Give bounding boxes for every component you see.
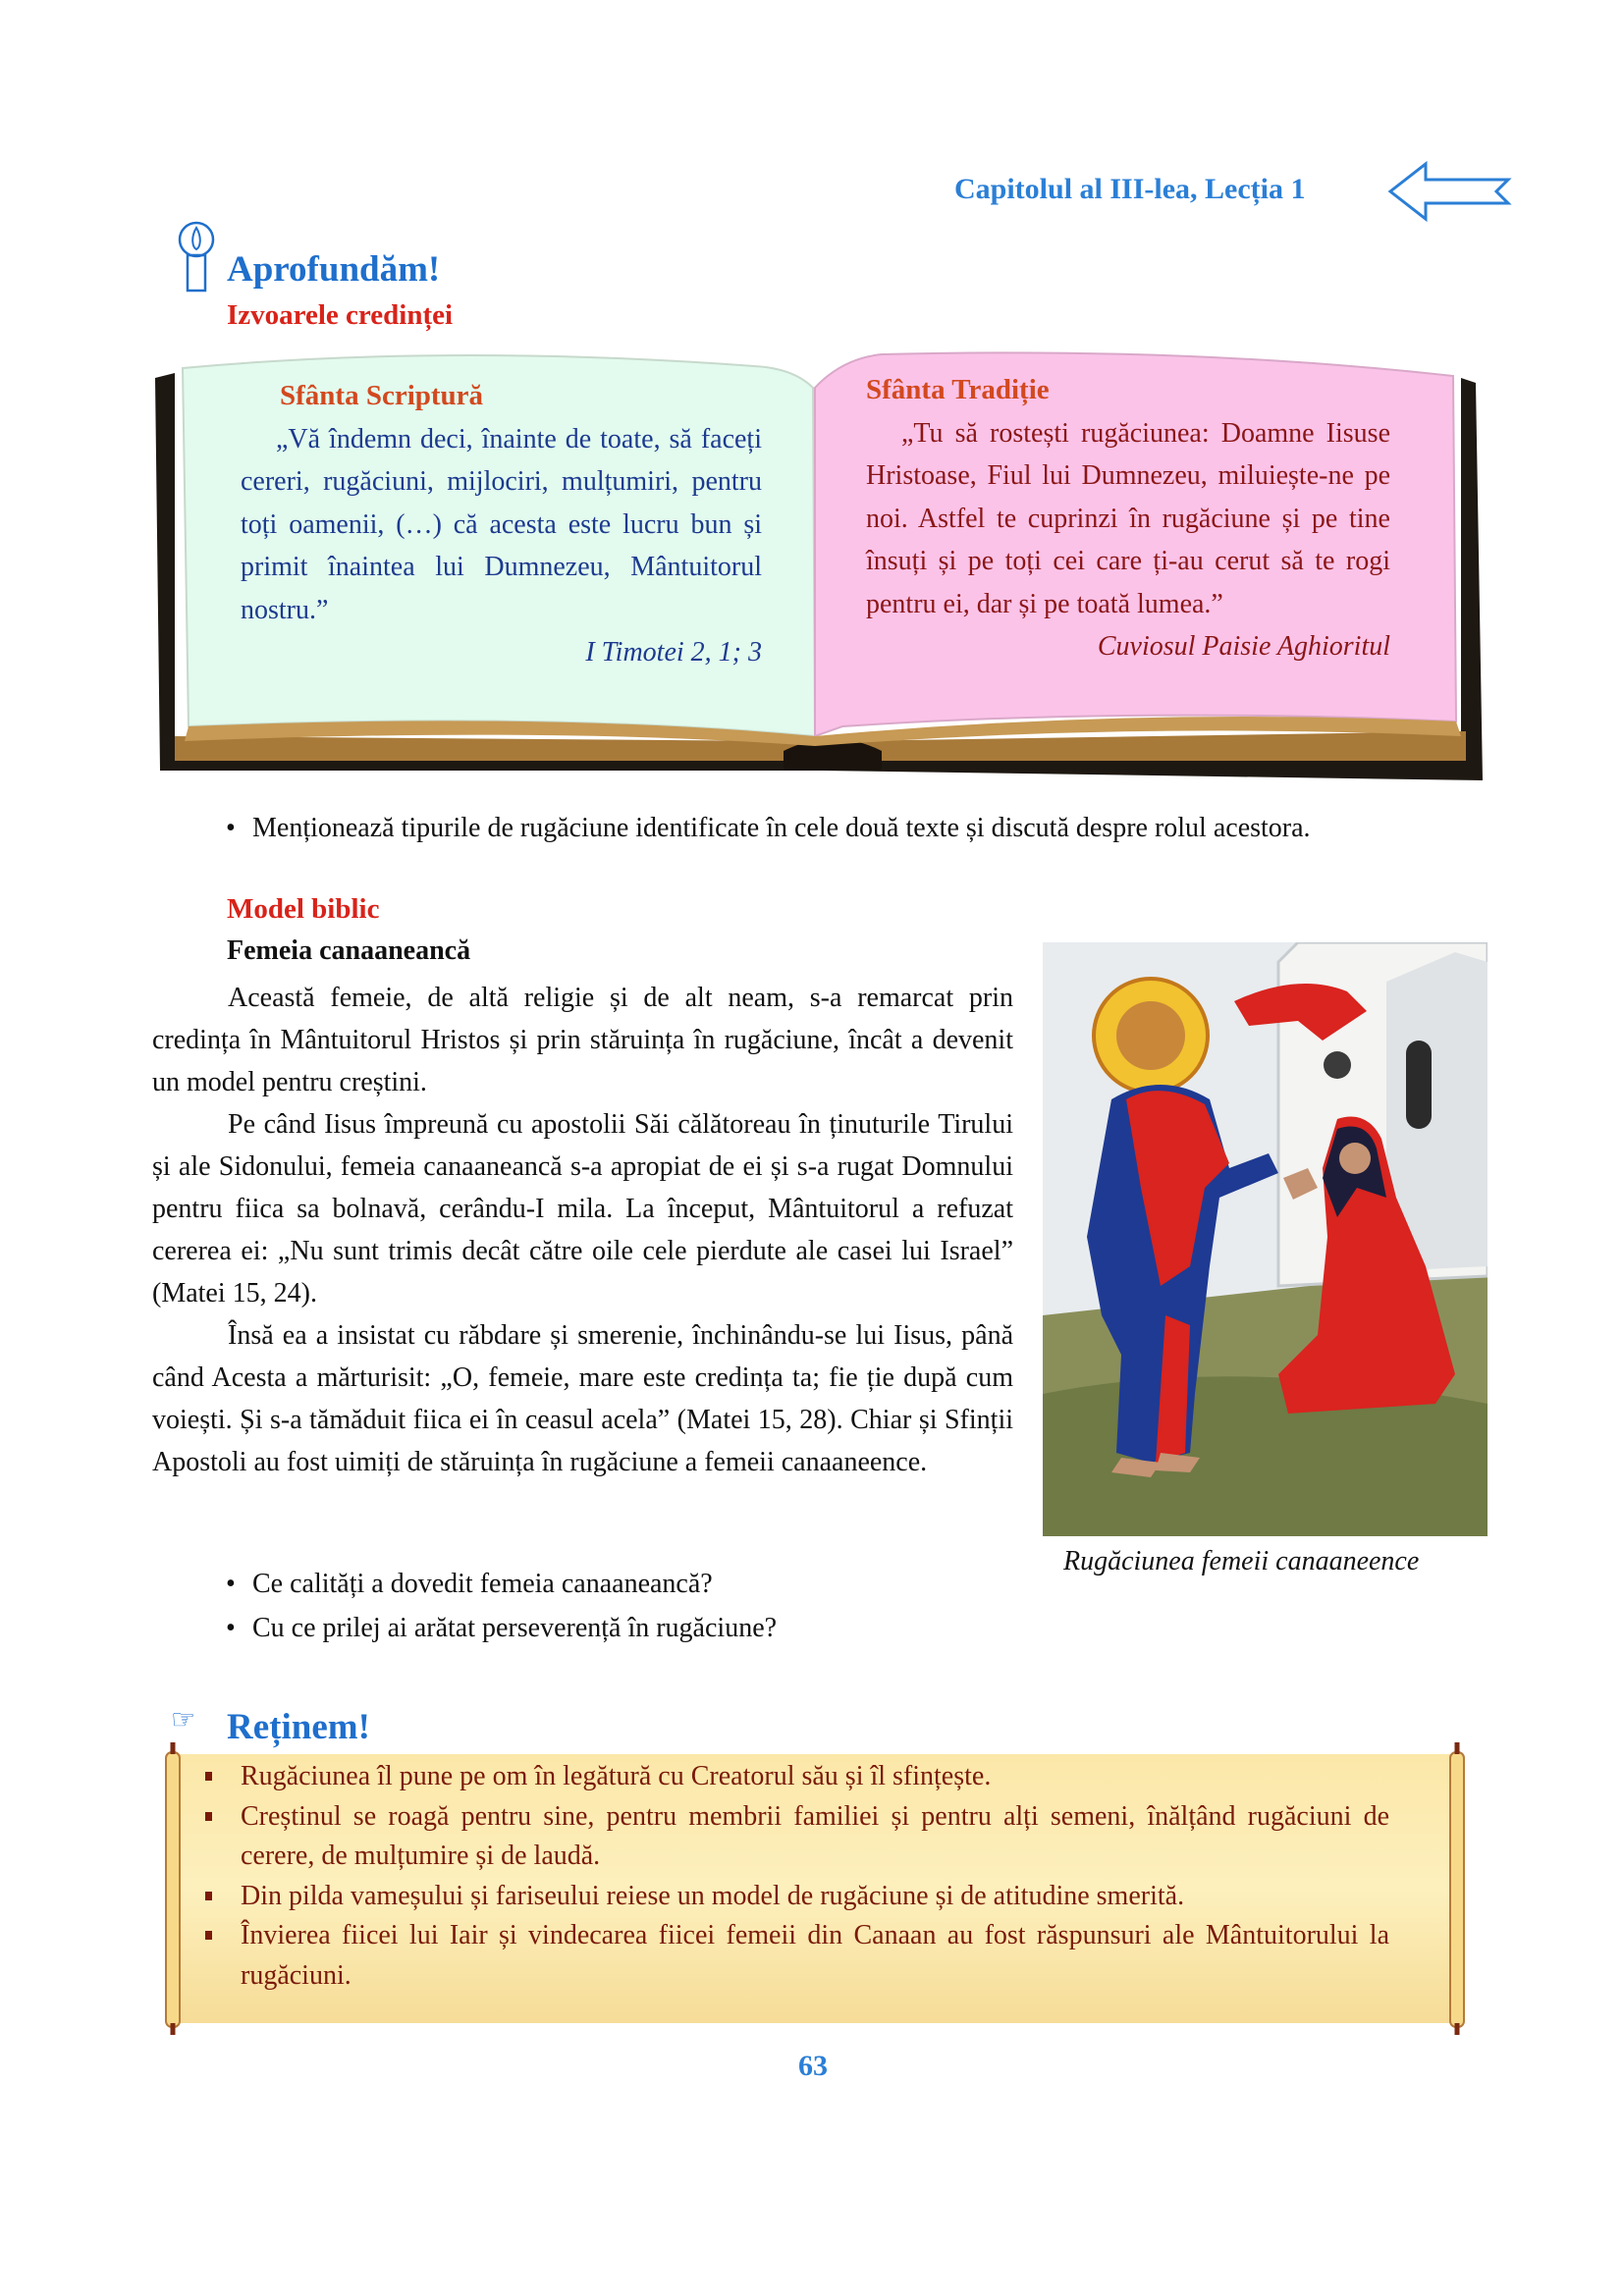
left-page-title: Sfânta Scriptură — [280, 380, 484, 411]
right-page — [866, 369, 1390, 668]
right-page-quote: „Tu să rostești rugăciunea: Doamne Iisuse Hristoase, Fiul lui Dumnezeu, miluiește-ne pe noi. Astfel te cuprinzi în rugăciune și pe tine însuți și pe toți cei care ți-au cerut să te rogi pentru ei, dar și pe toată lumea.” — [866, 417, 1390, 619]
pointing-hand-icon: ☞ — [171, 1705, 196, 1735]
candle-icon — [173, 220, 220, 294]
model-label: Model biblic — [227, 893, 380, 925]
left-arrow-icon[interactable] — [1386, 160, 1512, 223]
model-text — [152, 977, 1013, 1483]
model-title: Femeia canaaneancă — [227, 935, 471, 966]
section-title: Aprofundăm! — [227, 249, 441, 290]
remember-item: Creștinul se roagă pentru sine, pentru membrii familiei și pentru alți semeni, înălțând rugăciuni de cerere, de mulțumire și de laudă. — [199, 1797, 1389, 1877]
remember-list — [199, 1757, 1389, 1996]
section-subtitle: Izvoarele credinței — [227, 299, 454, 331]
left-page-reference: I Timotei 2, 1; 3 — [585, 637, 762, 667]
image-caption: Rugăciunea femeii canaaneence — [1063, 1546, 1420, 1576]
canaanite-woman-icon-image — [1043, 942, 1488, 1536]
task-list — [226, 807, 1492, 849]
chapter-heading: Capitolul al III-lea, Lecția 1 — [954, 173, 1306, 205]
paragraph: Însă ea a insistat cu răbdare și smerenie, închinându-se lui Iisus, până când Acesta a mărturisit: „O, femeie, mare este credința ta; fie ție după cum voiești. Și s-a tămăduit fiica ei în ceasul acela” (Matei 15, 28). Chiar și Sfinții Apostoli au fost uimiți de stăruința în rugăciune a femeii canaaneence. — [152, 1320, 1013, 1477]
right-page-title: Sfânta Tradiție — [866, 374, 1050, 405]
paragraph: Această femeie, de altă religie și de alt neam, s-a remarcat prin credința în Mântuitorul Hristos și prin stăruința în rugăciune, încât a devenit un model pentru creștini. — [152, 983, 1013, 1097]
remember-item: Rugăciunea îl pune pe om în legătură cu Creatorul său și îl sfințește. — [199, 1757, 1389, 1797]
left-page-quote: „Vă îndemn deci, înainte de toate, să faceți cereri, rugăciuni, mijlociri, mulțumiri, pentru toți oamenii, (…) că acesta este lucru bun și primit înaintea lui Dumnezeu, Mântuitorul nostru.” — [241, 423, 762, 625]
question-list — [226, 1562, 1011, 1650]
right-page-reference: Cuviosul Paisie Aghioritul — [1097, 631, 1390, 662]
paragraph: Pe când Iisus împreună cu apostolii Săi călătoreau în ținuturile Tirului și ale Sidonului, femeia canaaneancă s-a apropiat de ei și s-a rugat Domnului pentru fiica sa bolnavă, cerându-I mila. La început, Mântuitorul a refuzat cererea ei: „Nu sunt trimis decât către oile cele pierdute ale casei lui Israel” (Matei 15, 24). — [152, 1109, 1013, 1308]
question-item: • Ce calități a dovedit femeia canaaneancă? — [226, 1562, 1011, 1606]
remember-item: Învierea fiicei lui Iair și vindecarea fiicei femeii din Canaan au fost răspunsuri ale Mântuitorului la rugăciuni. — [199, 1916, 1389, 1996]
remember-title: Reținem! — [227, 1707, 370, 1747]
left-page — [241, 375, 762, 674]
page-number: 63 — [798, 2050, 828, 2082]
question-item: • Cu ce prilej ai arătat perseverență în rugăciune? — [226, 1606, 1011, 1650]
remember-item: Din pilda vameșului și fariseului reiese un model de rugăciune și de atitudine smerită. — [199, 1877, 1389, 1917]
task-item: • Menționează tipurile de rugăciune identificate în cele două texte și discută despre rolul acestora. — [226, 807, 1492, 849]
